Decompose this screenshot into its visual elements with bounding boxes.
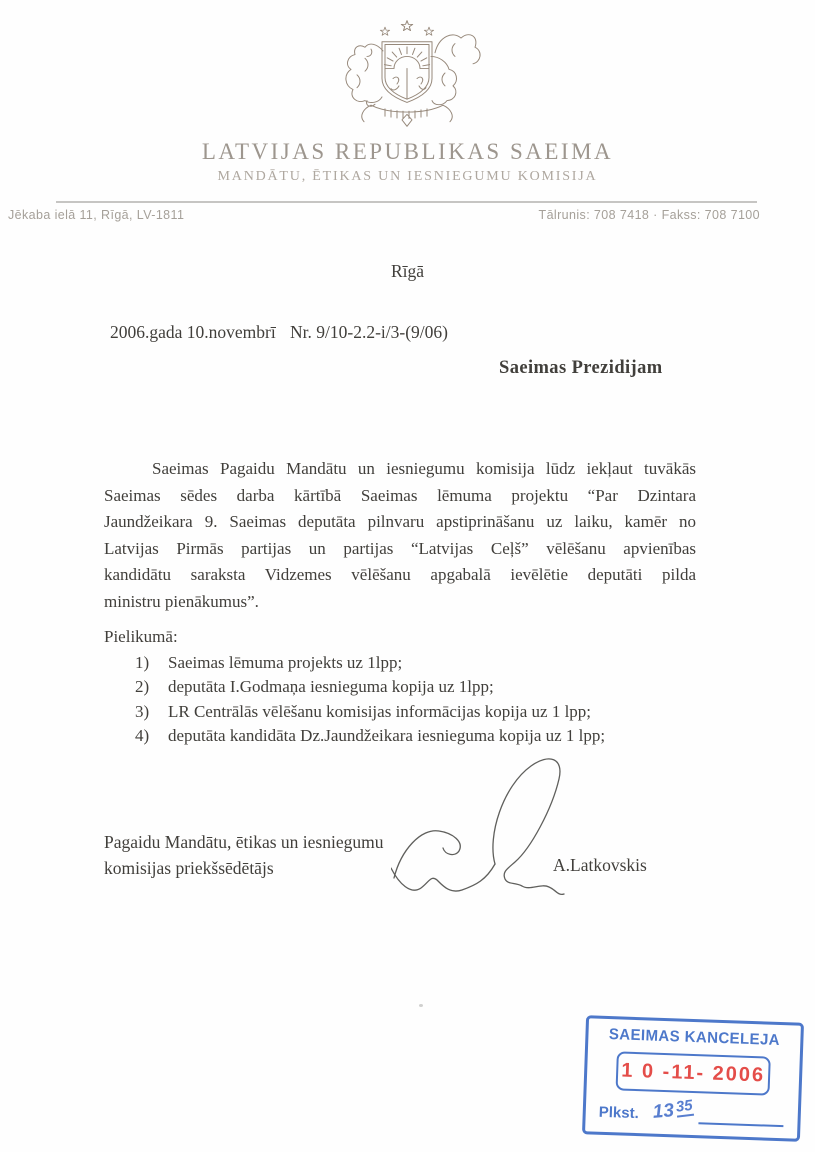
registry-stamp [582, 1015, 804, 1142]
signer-role-line: Pagaidu Mandātu, ētikas un iesniegumu [104, 832, 384, 852]
stamp-date: 1 0 -11- 2006 [620, 1059, 766, 1087]
stamp-time-label: Plkst. [598, 1103, 640, 1123]
letter-date: 2006.gada 10.novembrī [110, 322, 276, 342]
letter-number: Nr. 9/10-2.2-i/3-(9/06) [290, 322, 448, 342]
body-line: Saeimas Pagaidu Mandātu un iesniegumu komisija lūdz iekļaut tuvākās [152, 459, 696, 478]
letterhead-title: LATVIJAS REPUBLIKAS SAEIMA [201, 139, 614, 164]
letterhead-divider [56, 201, 757, 203]
letterhead-contact-row [0, 208, 815, 226]
body-line: Jaundžeikara 9. Saeimas deputāta pilnvaru apstiprināšanu uz laiku, kamēr no [104, 512, 696, 532]
attachment-item [104, 675, 704, 699]
signer-role [104, 830, 424, 881]
scan-speck [419, 1004, 423, 1007]
stamp-handwritten-minutes: 35 [675, 1096, 694, 1116]
attachment-text: Saeimas lēmuma projekts uz 1lpp; [168, 653, 403, 672]
body-line: Latvijas Pirmās partijas un partijas “Latvijas Ceļš” vēlēšanu apvienības [104, 538, 696, 558]
letterhead-subtitle: MANDĀTU, ĒTIKAS UN IESNIEGUMU KOMISIJA [217, 169, 598, 184]
stamp-date-box [616, 1051, 771, 1095]
letter-body [104, 456, 696, 616]
stamp-handwritten-hour: 13 [651, 1100, 675, 1123]
attachment-text: deputāta I.Godmaņa iesnieguma kopija uz 1lpp; [168, 677, 494, 697]
attachment-number: 2) [135, 677, 150, 697]
attachments-section [104, 624, 704, 748]
attachment-item [104, 724, 704, 748]
body-line: ministru pienākumus”. [104, 591, 259, 611]
signature [391, 752, 606, 910]
letterhead-address: Jēkaba ielā 11, Rīgā, LV-1811 [8, 208, 185, 222]
attachment-item [104, 700, 704, 724]
body-line: kandidātu saraksta Vidzemes vēlēšanu apgabalā ievēlētie deputāti pilda [104, 565, 696, 585]
latvia-coat-of-arms-icon [327, 16, 487, 130]
stamp-org-name: SAEIMAS KANCELEJA [608, 1026, 781, 1050]
attachment-text: deputāta kandidāta Dz.Jaundžeikara iesnieguma kopija uz 1 lpp; [168, 725, 606, 745]
stamp-time-underline [698, 1108, 784, 1127]
attachment-number: 4) [135, 725, 150, 745]
attachment-number: 3) [135, 701, 150, 721]
attachment-text: LR Centrālās vēlēšanu komisijas informācijas kopija uz 1 lpp; [168, 701, 592, 721]
letter-recipient: Saeimas Prezidijam [499, 358, 663, 378]
attachment-item [104, 651, 704, 675]
attachments-label: Pielikumā: [104, 627, 178, 646]
stamp-time-row [598, 1096, 784, 1127]
attachment-number: 1) [135, 653, 150, 672]
letter-place: Rīgā [390, 261, 425, 281]
signer-role-line: komisijas priekšsēdētājs [104, 857, 274, 878]
letterhead-phone-fax: Tālrunis: 708 7418 · Fakss: 708 7100 [538, 208, 760, 222]
body-line: Saeimas sēdes darba kārtībā Saeimas lēmuma projektu “Par Dzintara [104, 485, 696, 505]
signer-name: A.Latkovskis [553, 855, 647, 875]
letter-date-row [0, 322, 815, 344]
